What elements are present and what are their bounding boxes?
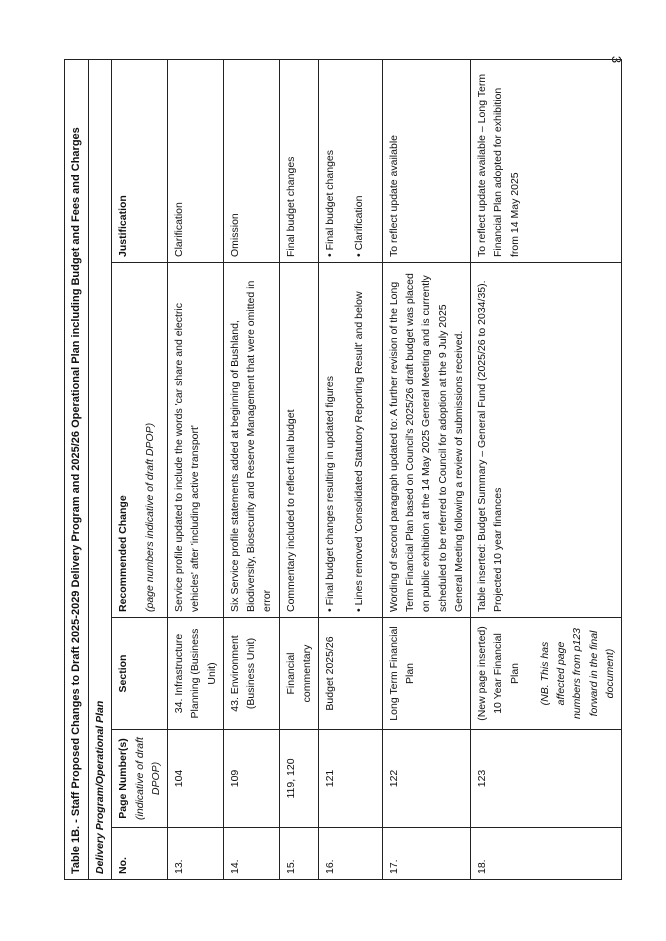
- row-section: Financial commentary: [279, 618, 319, 730]
- row-page: 121: [319, 730, 383, 828]
- header-justification: Justification: [112, 59, 168, 262]
- table-title: Table 1B. - Staff Proposed Changes to Draft 2025-2029 Delivery Program and 2025/26 Operational Plan including Budget and Fees and Charges: [65, 59, 89, 879]
- row-change: Table inserted: Budget Summary – General Fund (2025/26 to 2034/35). Projected 10 year finances: [471, 263, 622, 618]
- row-justification: To reflect update available – Long Term Financial Plan adopted for exhibition from 14 May 2025: [471, 59, 622, 262]
- row-change: Wording of second paragraph updated to: A further revision of the Long Term Financial Plan based on Council's 2025/26 draft budget was placed on public exhibition at the 14 May 2025 General Meeting and is currently scheduled to be referred to Council for adoption at the 9 July 2025 General Meeting following a review of submissions received.: [382, 263, 470, 618]
- row-no: 18.: [471, 828, 622, 880]
- rotated-table-container: [64, 60, 624, 880]
- row-change: [319, 263, 383, 618]
- page-number: 3: [608, 55, 624, 64]
- header-no: No.: [112, 828, 168, 880]
- table-row: [319, 59, 383, 879]
- table-row: [279, 59, 319, 879]
- row-page: 109: [223, 730, 279, 828]
- row-page: 119, 120: [279, 730, 319, 828]
- row-page: 123: [471, 730, 622, 828]
- section-heading-row: [89, 59, 112, 879]
- row-section: 43. Environment (Business Unit): [223, 618, 279, 730]
- justification-list: [322, 65, 367, 257]
- header-section: Section: [112, 618, 168, 730]
- row-section-note: (NB. This has affected page numbers from p123 forward in the final document): [538, 627, 616, 720]
- header-row: [112, 59, 168, 879]
- row-no: 13.: [168, 828, 224, 880]
- change-list: [322, 268, 367, 612]
- header-page: [112, 730, 168, 828]
- change-list-item: • Final budget changes resulting in updated figures: [322, 268, 338, 612]
- row-no: 15.: [279, 828, 319, 880]
- justification-list-item: • Final budget changes: [322, 65, 338, 257]
- row-page: 104: [168, 730, 224, 828]
- header-change: [112, 263, 168, 618]
- changes-table: [64, 59, 622, 880]
- row-section: 34. Infrastructure Planning (Business Unit): [168, 618, 224, 730]
- row-change: Commentary included to reflect final budget: [279, 263, 319, 618]
- header-change-label: Recommended Change: [117, 495, 130, 612]
- table-title-row: [65, 59, 89, 879]
- table-row: [382, 59, 470, 879]
- row-change: Service profile updated to include the words 'car share and electric vehicles' after 'including active transport': [168, 263, 224, 618]
- row-justification: To reflect update available: [382, 59, 470, 262]
- row-justification: Omission: [223, 59, 279, 262]
- row-justification: Clarification: [168, 59, 224, 262]
- header-page-label: Page Number(s): [117, 738, 130, 819]
- row-justification: Final budget changes: [279, 59, 319, 262]
- row-change: Six Service profile statements added at beginning of Bushland, Biodiversity, Biosecurity and Reserve Management that were omitted in error: [223, 263, 279, 618]
- table-row: [223, 59, 279, 879]
- row-section: Budget 2025/26: [319, 618, 383, 730]
- header-change-note: (page numbers indicative of draft DPOP): [143, 422, 156, 612]
- row-section-text: (New page inserted) 10 Year Financial Plan: [476, 626, 521, 721]
- section-heading: Delivery Program/Operational Plan: [89, 59, 112, 879]
- justification-list-item: • Clarification: [351, 65, 367, 257]
- header-page-note: (indicative of draft DPOP): [133, 737, 162, 820]
- row-justification: [319, 59, 383, 262]
- row-section: Long Term Financial Plan: [382, 618, 470, 730]
- row-no: 17.: [382, 828, 470, 880]
- row-no: 14.: [223, 828, 279, 880]
- change-list-item: • Lines removed 'Consolidated Statutory Reporting Result' and below: [351, 268, 367, 612]
- table-row: [471, 59, 622, 879]
- row-page: 122: [382, 730, 470, 828]
- row-section: [471, 618, 622, 730]
- table-row: [168, 59, 224, 879]
- row-no: 16.: [319, 828, 383, 880]
